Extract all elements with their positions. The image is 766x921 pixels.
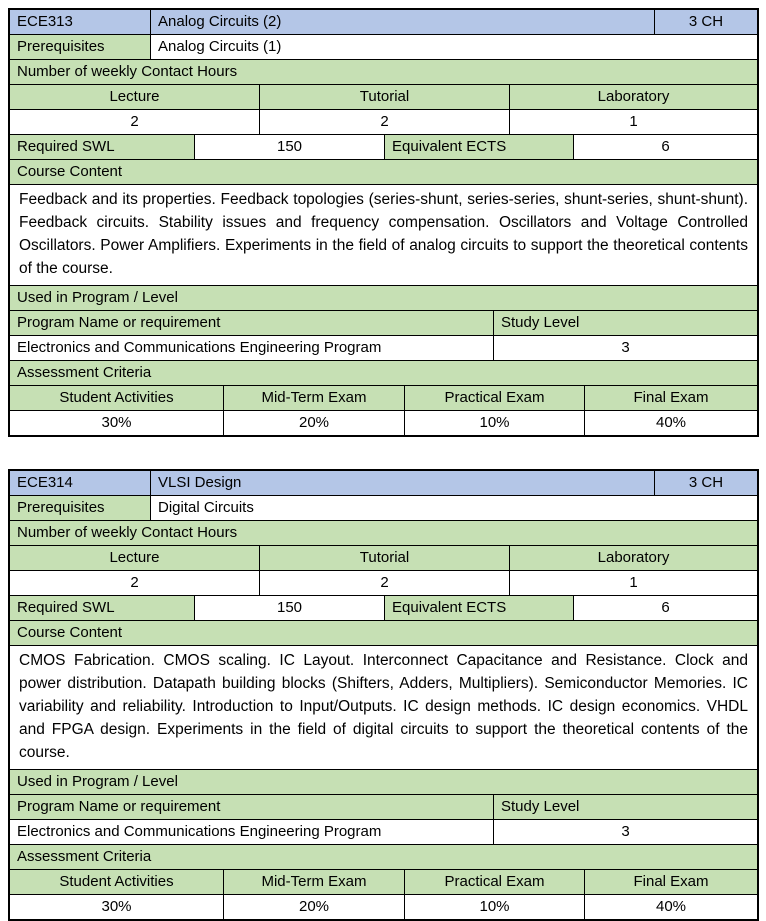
used-in-program-row xyxy=(10,285,757,310)
program-name-value: Electronics and Communications Engineering Program xyxy=(17,339,382,356)
final-exam-value: 40% xyxy=(584,411,757,435)
tutorial-hours-value: 2 xyxy=(259,110,509,134)
equivalent-ects-value: 6 xyxy=(573,596,757,620)
laboratory-label: Laboratory xyxy=(509,546,757,570)
program-header-row xyxy=(10,310,757,335)
assessment-criteria-label: Assessment Criteria xyxy=(10,361,757,385)
lecture-label: Lecture xyxy=(10,546,259,570)
final-exam-value: 40% xyxy=(584,895,757,919)
prerequisites-label: Prerequisites xyxy=(10,496,150,520)
swl-ects-row xyxy=(10,134,757,159)
assessment-header-row xyxy=(10,869,757,894)
swl-ects-row xyxy=(10,595,757,620)
study-level-label: Study Level xyxy=(493,795,757,819)
course-content-label: Course Content xyxy=(10,160,757,184)
midterm-exam-label: Mid-Term Exam xyxy=(223,870,404,894)
program-name-label: Program Name or requirement xyxy=(10,311,493,335)
student-activities-value: 30% xyxy=(101,414,132,431)
credit-hours-cell: 3 CH xyxy=(654,471,757,495)
contact-hours-label: Number of weekly Contact Hours xyxy=(10,521,757,545)
course-content-label: Course Content xyxy=(10,621,757,645)
laboratory-hours-value: 1 xyxy=(509,571,757,595)
contact-hours-title-row xyxy=(10,59,757,84)
used-in-program-row xyxy=(10,769,757,794)
lecture-label: Lecture xyxy=(10,85,259,109)
program-name-value: Electronics and Communications Engineering Program xyxy=(17,823,382,840)
tutorial-hours-value: 2 xyxy=(259,571,509,595)
contact-hours-title-row xyxy=(10,520,757,545)
course-table-ece314 xyxy=(8,469,759,921)
contact-hours-header-row xyxy=(10,545,757,570)
credit-hours-cell: 3 CH xyxy=(654,10,757,34)
assessment-header-row xyxy=(10,385,757,410)
tutorial-label: Tutorial xyxy=(259,546,509,570)
assessment-title-row xyxy=(10,360,757,385)
study-level-value: 3 xyxy=(493,336,757,360)
contact-hours-label: Number of weekly Contact Hours xyxy=(10,60,757,84)
practical-exam-value: 10% xyxy=(404,411,584,435)
course-content-row xyxy=(10,184,757,285)
student-activities-label: Student Activities xyxy=(10,870,223,894)
program-name-label: Program Name or requirement xyxy=(10,795,493,819)
course-title-cell: Analog Circuits (2) xyxy=(150,10,654,34)
practical-exam-label: Practical Exam xyxy=(404,386,584,410)
equivalent-ects-label: Equivalent ECTS xyxy=(384,135,573,159)
laboratory-hours-value: 1 xyxy=(509,110,757,134)
student-activities-value: 30% xyxy=(101,898,132,915)
prerequisites-value: Digital Circuits xyxy=(150,496,757,520)
tutorial-label: Tutorial xyxy=(259,85,509,109)
final-exam-label: Final Exam xyxy=(584,386,757,410)
program-value-row xyxy=(10,335,757,360)
course-content-row xyxy=(10,645,757,769)
study-level-value: 3 xyxy=(493,820,757,844)
course-title-cell: VLSI Design xyxy=(150,471,654,495)
study-level-label: Study Level xyxy=(493,311,757,335)
used-in-program-label: Used in Program / Level xyxy=(10,286,757,310)
student-activities-label: Student Activities xyxy=(10,386,223,410)
required-swl-value: 150 xyxy=(194,596,384,620)
assessment-title-row xyxy=(10,844,757,869)
prerequisites-label: Prerequisites xyxy=(10,35,150,59)
midterm-exam-value: 20% xyxy=(223,411,404,435)
program-value-row xyxy=(10,819,757,844)
prerequisites-row xyxy=(10,34,757,59)
contact-hours-header-row xyxy=(10,84,757,109)
course-header-row xyxy=(10,10,757,34)
course-content-text: Feedback and its properties. Feedback topologies (series-shunt, series-series, shunt-series, shunt-shunt). Feedback circuits. Stability issues and frequency compensation. Oscillators and Voltage Controlled Oscillators. Power Amplifiers. Experiments in the field of analog circuits to support the theoretical contents of the course. xyxy=(19,191,748,277)
course-content-title-row xyxy=(10,159,757,184)
midterm-exam-value: 20% xyxy=(223,895,404,919)
program-header-row xyxy=(10,794,757,819)
equivalent-ects-value: 6 xyxy=(573,135,757,159)
midterm-exam-label: Mid-Term Exam xyxy=(223,386,404,410)
lecture-hours-value: 2 xyxy=(130,574,139,591)
required-swl-value: 150 xyxy=(194,135,384,159)
course-code-cell: ECE313 xyxy=(10,10,150,34)
required-swl-label: Required SWL xyxy=(10,135,194,159)
course-table-ece313 xyxy=(8,8,759,437)
course-header-row xyxy=(10,471,757,495)
prerequisites-row xyxy=(10,495,757,520)
practical-exam-label: Practical Exam xyxy=(404,870,584,894)
used-in-program-label: Used in Program / Level xyxy=(10,770,757,794)
practical-exam-value: 10% xyxy=(404,895,584,919)
course-content-text: CMOS Fabrication. CMOS scaling. IC Layout. Interconnect Capacitance and Resistance. Clock and power distribution. Datapath building blocks (Shifters, Adders, Multipliers). Semiconductor Memories. IC variability and reliability. Introduction to Input/Outputs. IC design methods. IC design economics. VHDL and FPGA design. Experiments in the field of digital circuits to support the theoretical contents of the course. xyxy=(19,652,748,761)
lecture-hours-value: 2 xyxy=(130,113,139,130)
course-code-cell: ECE314 xyxy=(10,471,150,495)
assessment-value-row xyxy=(10,894,757,919)
equivalent-ects-label: Equivalent ECTS xyxy=(384,596,573,620)
required-swl-label: Required SWL xyxy=(10,596,194,620)
assessment-criteria-label: Assessment Criteria xyxy=(10,845,757,869)
final-exam-label: Final Exam xyxy=(584,870,757,894)
contact-hours-value-row xyxy=(10,109,757,134)
contact-hours-value-row xyxy=(10,570,757,595)
course-content-title-row xyxy=(10,620,757,645)
laboratory-label: Laboratory xyxy=(509,85,757,109)
prerequisites-value: Analog Circuits (1) xyxy=(150,35,757,59)
assessment-value-row xyxy=(10,410,757,435)
